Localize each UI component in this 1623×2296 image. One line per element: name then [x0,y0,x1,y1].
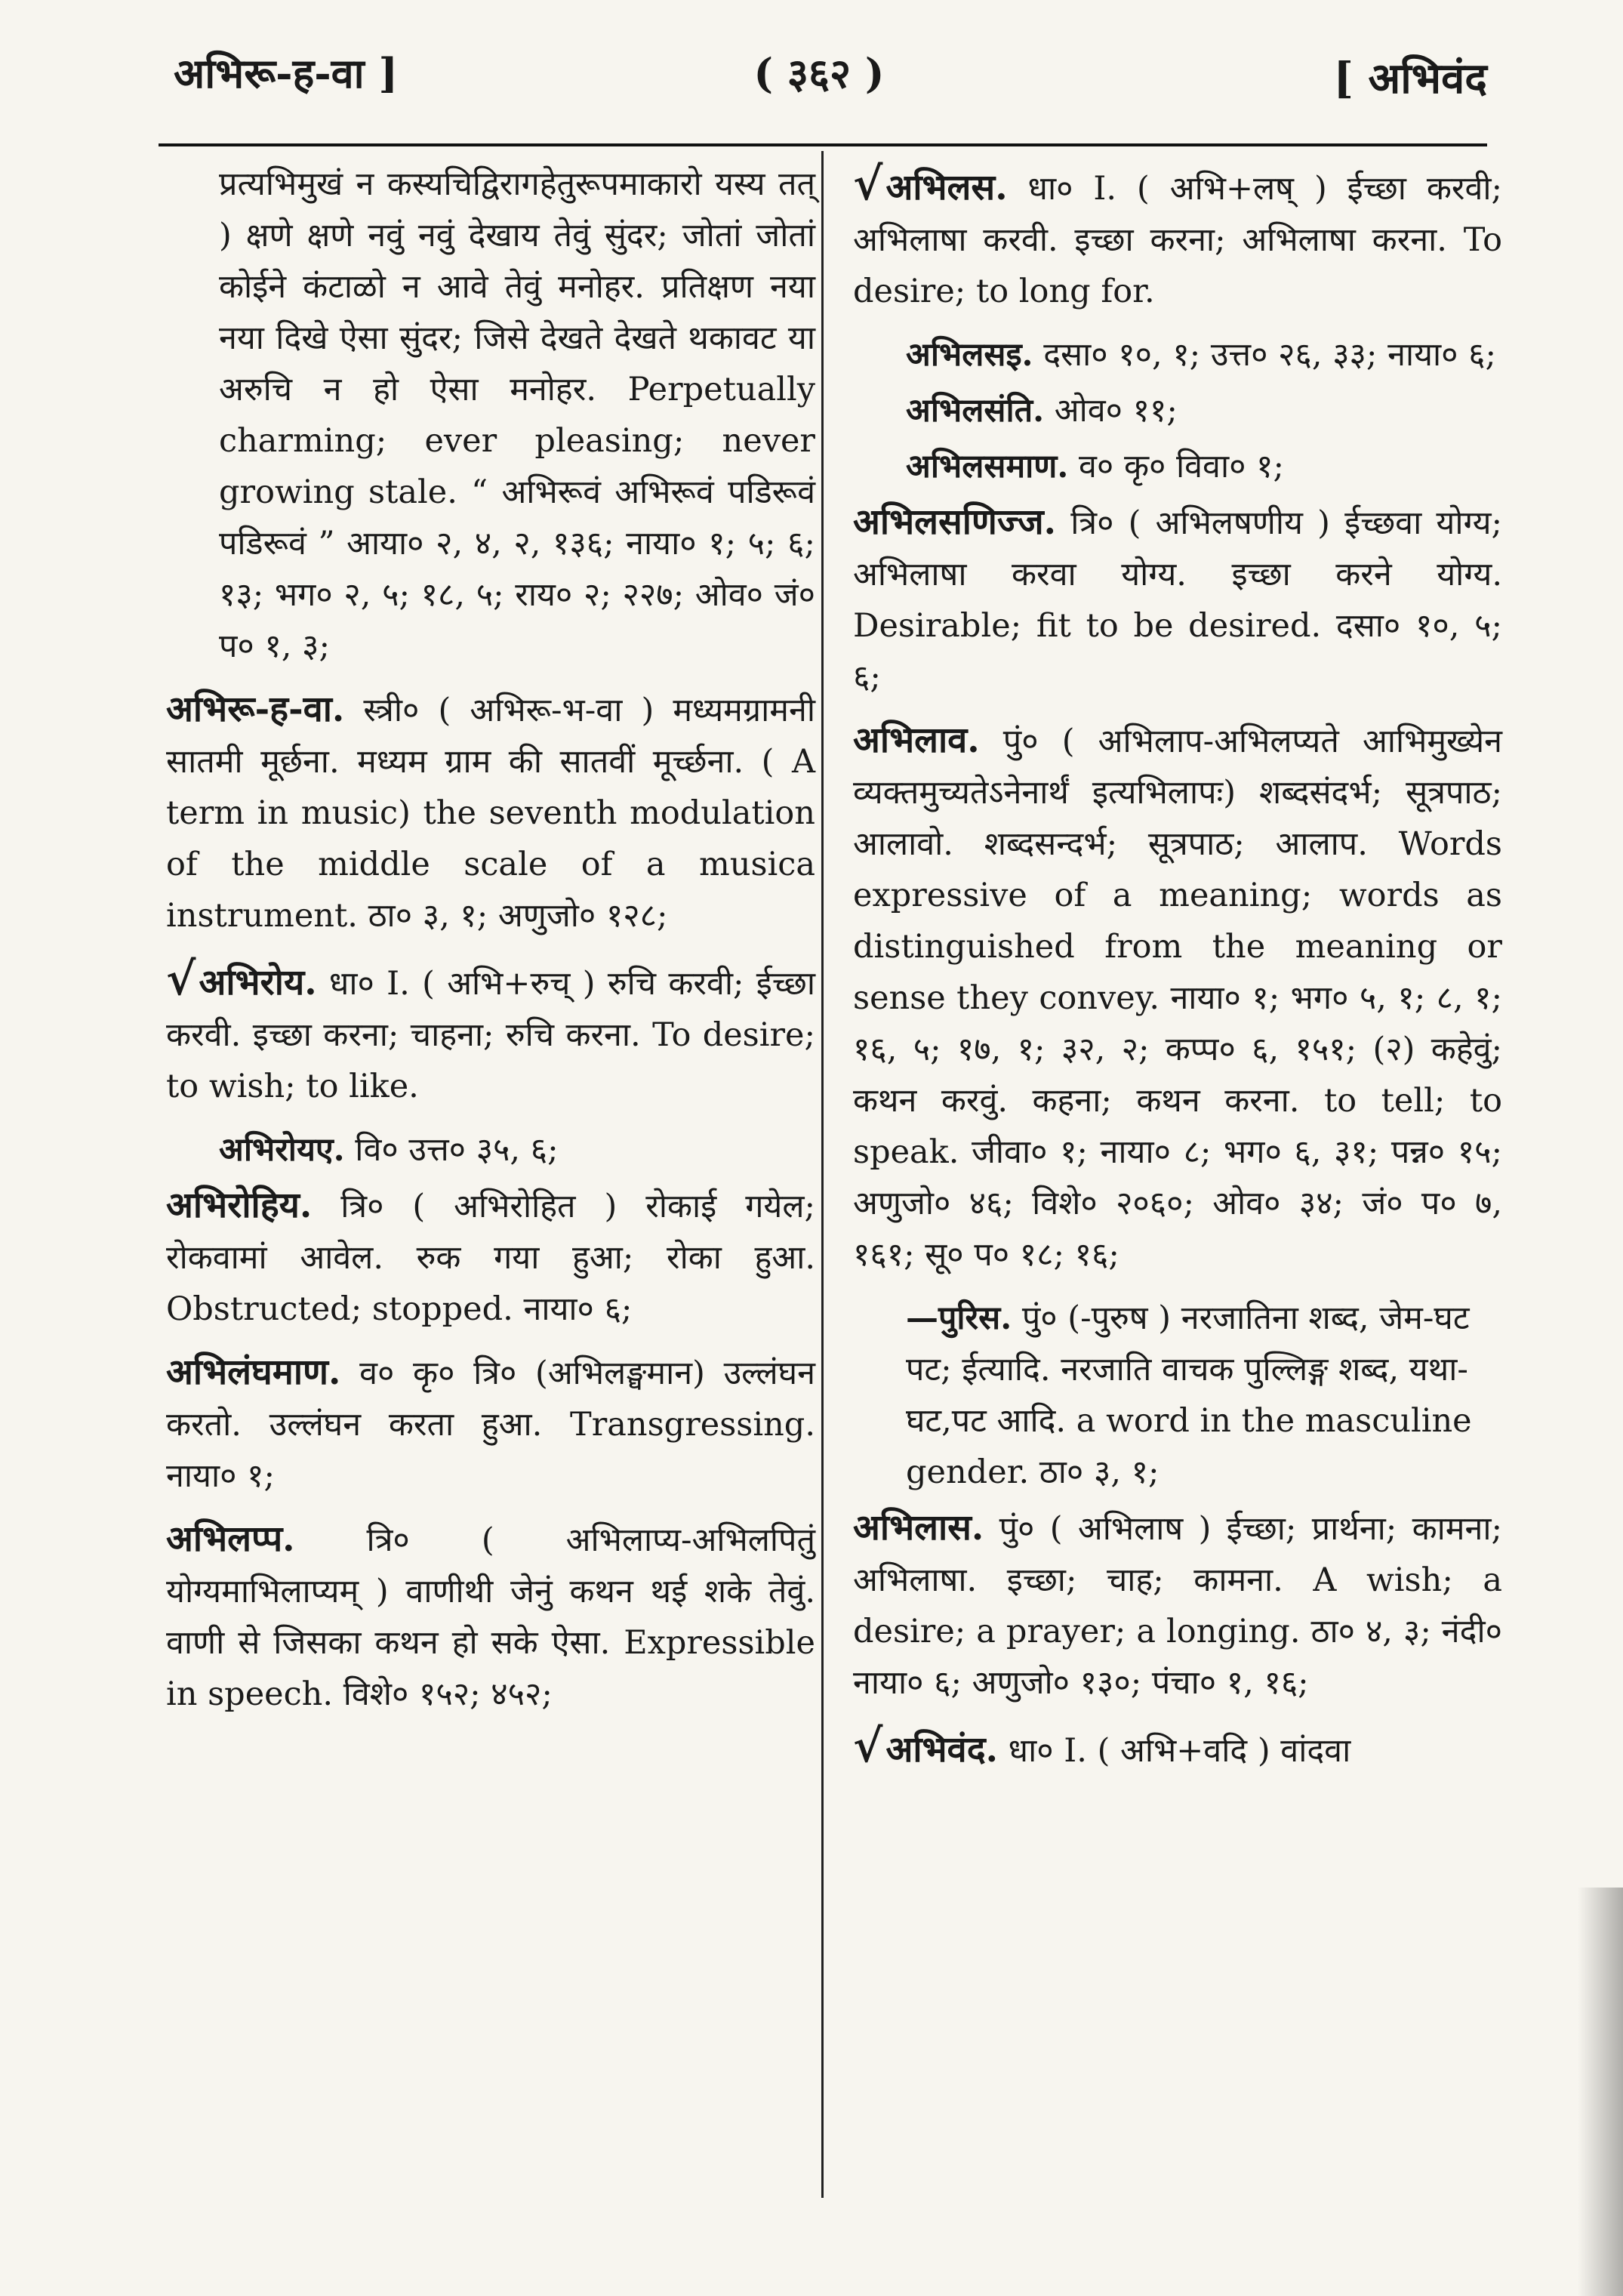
entry-headword: अभिलसणिज्ज. [853,501,1057,543]
dictionary-entry [853,159,1502,317]
entry-headword: अभिरोयए. [219,1131,345,1169]
entry-text: ओव० ११; [1044,392,1178,430]
entry-text: पुं० ( अभिलाप-अभिलप्यते आभिमुख्येन व्यक्तमुच्यतेऽनेनार्थं इत्यभिलापः) शब्दसंदर्भ; सूत्रपाठ; आलावो. शब्दसन्दर्भ; सूत्रपाठ; आलाप. Words expressive of a meaning; words as distinguished from the meaning or sense they convey. नाया० १; भग० ५, १; ८, १; १६, ५; १७, १; ३२, २; कप्प० ६, १५१; (२) कहेवुं; कथन करवुं. कहना; कथन करना. to tell; to speak. जीवा० १; नाया० ८; भग० ६, ३१; पन्न० १५; अणुजो० ४६; विशे० २०६०; ओव० ३४; जं० प० ७, १६१; सू० प० १८; १६; [853,723,1502,1274]
dictionary-entry [853,497,1502,703]
entry-headword: अभिलाव. [853,720,980,761]
dictionary-subentry [853,385,1502,436]
column-divider [821,151,824,2198]
entry-headword: अभिलसंति. [906,392,1045,430]
root-verb-tick-mark: √ [853,158,883,211]
dictionary-entry [166,954,815,1112]
dictionary-subentry [853,441,1502,492]
entry-text: वि० उत्त० ३५, ६; [344,1131,559,1169]
entry-text: धा० I. ( अभि+रुच् ) रुचि करवी; ईच्छा करवी. इच्छा करना; चाहना; रुचि करना. To desire; to wish; to like. [166,965,815,1105]
root-verb-tick-mark: √ [166,953,196,1006]
dictionary-entry [853,715,1502,1281]
entry-headword: अभिलस. [885,167,1008,208]
dictionary-entry [853,1502,1502,1709]
entry-text: त्रि० ( अभिरोहित ) रोकाई गयेल; रोकवामां आवेल. रुक गया हुआ; रोका हुआ. Obstructed; stopped. नाया० ६; [166,1188,815,1328]
entry-text: पुं० ( अभिलाष ) ईच्छा; प्रार्थना; कामना; अभिलाषा. इच्छा; चाह; कामना. A wish; a desire; a prayer; a longing. ठा० ४, ३; नंदी० नाया० ६; अणुजो० १३०; पंचा० १, १६; [853,1510,1502,1702]
entry-headword: —पुरिस. [906,1299,1012,1337]
page-header [151,30,1487,103]
dictionary-entry [166,684,815,942]
root-verb-tick-mark: √ [853,1720,883,1773]
entry-headword: अभिलसमाण. [906,448,1069,485]
entry-text: प्रत्यभिमुखं न कस्यचिद्विरागहेतुरूपमाकारो यस्य तत् ) क्षणे क्षणे नवुं नवुं देखाय तेवुं सुंदर; जोतां जोतां कोईने कंटाळो न आवे तेवुं मनोहर. प्रतिक्षण नया नया दिखे ऐसा सुंदर; जिसे देखते देखते थकावट या अरुचि न हो ऐसा मनोहर. Perpetually charming; ever pleasing; never growing stale. “ अभिरूवं अभिरूवं पडिरूवं पडिरूवं ” आया० २, ४, २, १३६; नाया० १; ५; ६; १३; भग० २, ५; १८, ५; राय० २; २२७; ओव० जं० प० १, ३; [219,165,815,665]
entry-headword: अभिवंद. [885,1729,999,1771]
entry-headword: अभिलसइ. [906,336,1033,374]
entry-headword: अभिरोय. [199,962,317,1003]
header-rule [159,143,1487,146]
entry-text: पुं० (-पुरुष ) नरजातिना शब्द, जेम-घट पट; ईत्यादि. नरजाति वाचक पुल्लिङ्ग शब्द, यथा-घट,पट आदि. a word in the masculine gender. ठा० ३, १; [906,1299,1472,1491]
scan-edge-shadow [1578,1888,1623,2296]
entry-headword: अभिरू-ह-वा. [166,689,345,730]
dictionary-entry [166,1347,815,1502]
dictionary-entry [166,1180,815,1335]
entry-headword: अभिलास. [853,1507,984,1549]
entry-text: दसा० १०, १; उत्त० २६, ३३; नाया० ६; [1033,336,1497,374]
entry-headword: अभिरोहिय. [166,1185,313,1226]
right-column [853,159,1502,1789]
dictionary-subentry [853,1293,1502,1498]
entry-text: व० कृ० त्रि० (अभिलङ्घमान) उल्लंघन करतो. उल्लंघन करता हुआ. Transgressing. नाया० १; [166,1354,815,1495]
header-left-guideword: अभिरू-ह-वा ] [174,49,399,97]
entry-text: धा० I. ( अभि+लष् ) ईच्छा करवी; अभिलाषा करवी. इच्छा करना; अभिलाषा करना. To desire; to long for. [853,170,1502,310]
entry-headword: अभिलंघमाण. [166,1351,341,1393]
header-right-guideword: [ अभिवंद [1333,54,1487,103]
entry-text: धा० I. ( अभि+वदि ) वांदवा [998,1732,1351,1770]
dictionary-subentry [853,329,1502,381]
dictionary-subentry [166,1124,815,1176]
entry-text: त्रि० ( अभिलषणीय ) ईच्छवा योग्य; अभिलाषा करवा योग्य. इच्छा करने योग्य. Desirable; fit to be desired. दसा० १०, ५; ६; [853,504,1502,696]
entry-text: स्त्री० ( अभिरू-भ-वा ) मध्यमग्रामनी सातमी मूर्छना. मध्यम ग्राम की सातवीं मूर्च्छना. ( A term in music) the seventh modulation of the middle scale of a musica instrument. ठा० ३, १; अणुजो० १२८; [166,692,815,935]
dictionary-entry [166,1514,815,1720]
entry-text: व० कृ० विवा० १; [1068,448,1284,485]
entry-text: त्रि० ( अभिलाप्य-अभिलपितुं योग्यमाभिलाप्यम् ) वाणीथी जेनुं कथन थई शके तेवुं. वाणी से जिसका कथन हो सके ऐसा. Expressible in speech. विशे० १५२; ४५२; [166,1521,815,1713]
dictionary-entry-continuation [166,159,815,672]
dictionary-entry [853,1721,1502,1777]
entry-headword: अभिलप्प. [166,1518,295,1560]
page-number: ( ३६२ ) [753,49,885,97]
left-column [166,159,815,1732]
